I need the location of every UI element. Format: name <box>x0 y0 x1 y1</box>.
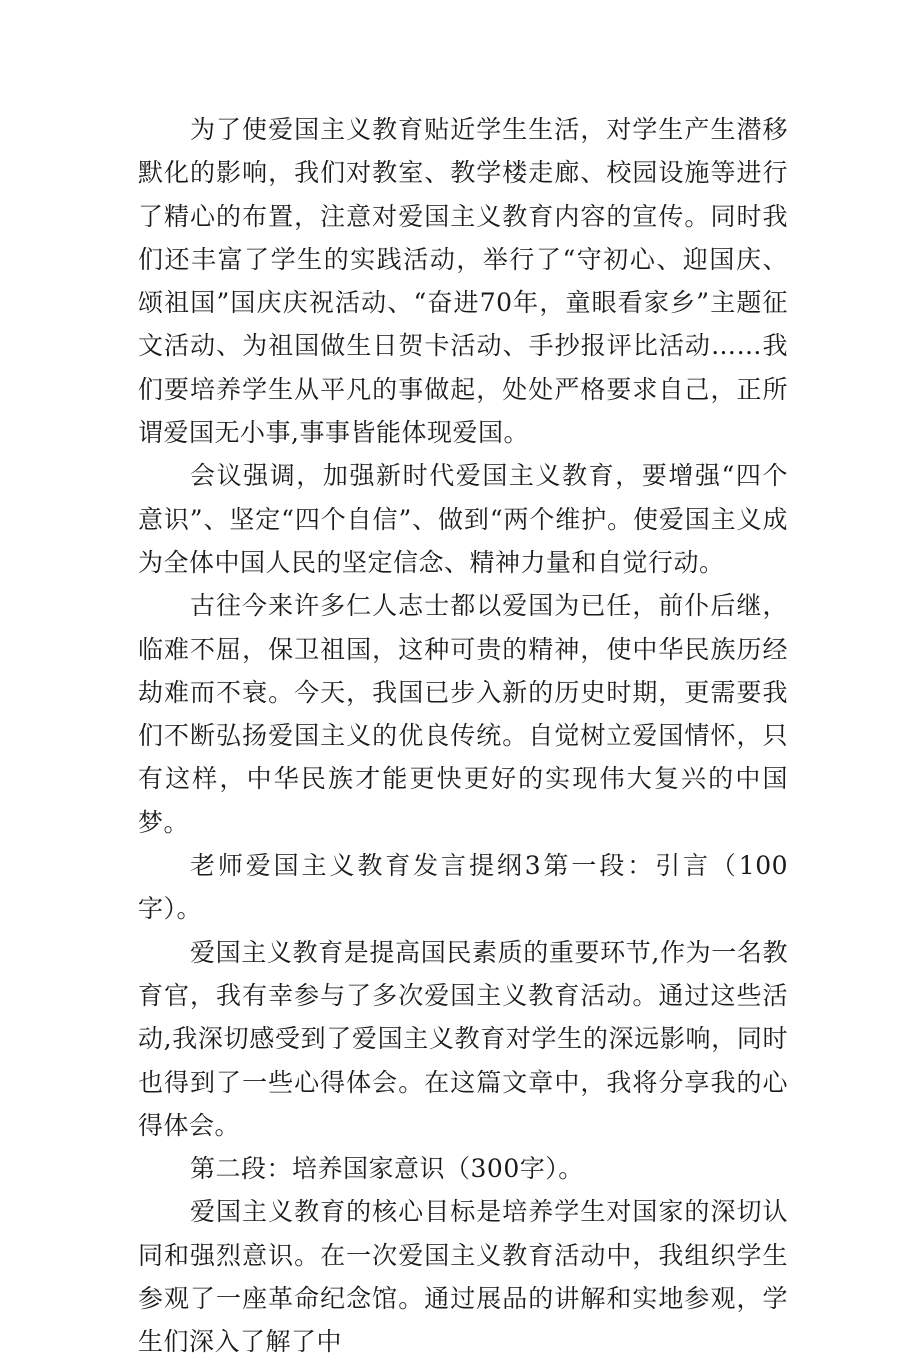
paragraph-4: 爱国主义教育是提高国民素质的重要环节,作为一名教育官，我有幸参与了多次爱国主义教育活动。通过这些活动,我深切感受到了爱国主义教育对学生的深远影响，同时也得到了一些心得体会。在这篇文章中，我将分享我的心得体会。 <box>138 937 788 1140</box>
paragraph-1: 为了使爱国主义教育贴近学生生活，对学生产生潜移默化的影响，我们对教室、教学楼走廊、校园设施等进行了精心的布置，注意对爱国主义教育内容的宣传。同时我们还丰富了学生的实践活动，举行了“守初心、迎国庆、颂祖国”国庆庆祝活动、“奋进70年，童眼看家乡”主题征文活动、为祖国做生日贺卡活动、手抄报评比活动……我们要培养学生从平凡的事做起，处处严格要求自己，正所谓爱国无小事,事事皆能体现爱国。 <box>138 115 788 448</box>
paragraph-5: 爱国主义教育的核心目标是培养学生对国家的深切认同和强烈意识。在一次爱国主义教育活动中，我组织学生参观了一座革命纪念馆。通过展品的讲解和实地参观，学生们深入了解了中 <box>138 1197 788 1357</box>
paragraph-3: 古往今来许多仁人志士都以爱国为已任，前仆后继，临难不屈，保卫祖国，这种可贵的精神，使中华民族历经劫难而不衰。今天，我国已步入新的历史时期，更需要我们不断弘扬爱国主义的优良传统。自觉树立爱国情怀，只有这样，中华民族才能更快更好的实现伟大复兴的中国梦。 <box>138 591 788 837</box>
section-heading-1: 老师爱国主义教育发言提纲3第一段：引言（100字）。 <box>138 851 788 924</box>
document-body <box>138 108 788 1364</box>
paragraph-2: 会议强调，加强新时代爱国主义教育，要增强“四个意识”、坚定“四个自信”、做到“两个维护。使爱国主义成为全体中国人民的坚定信念、精神力量和自觉行动。 <box>138 461 788 577</box>
section-heading-2: 第二段：培养国家意识（300字）。 <box>190 1154 584 1184</box>
